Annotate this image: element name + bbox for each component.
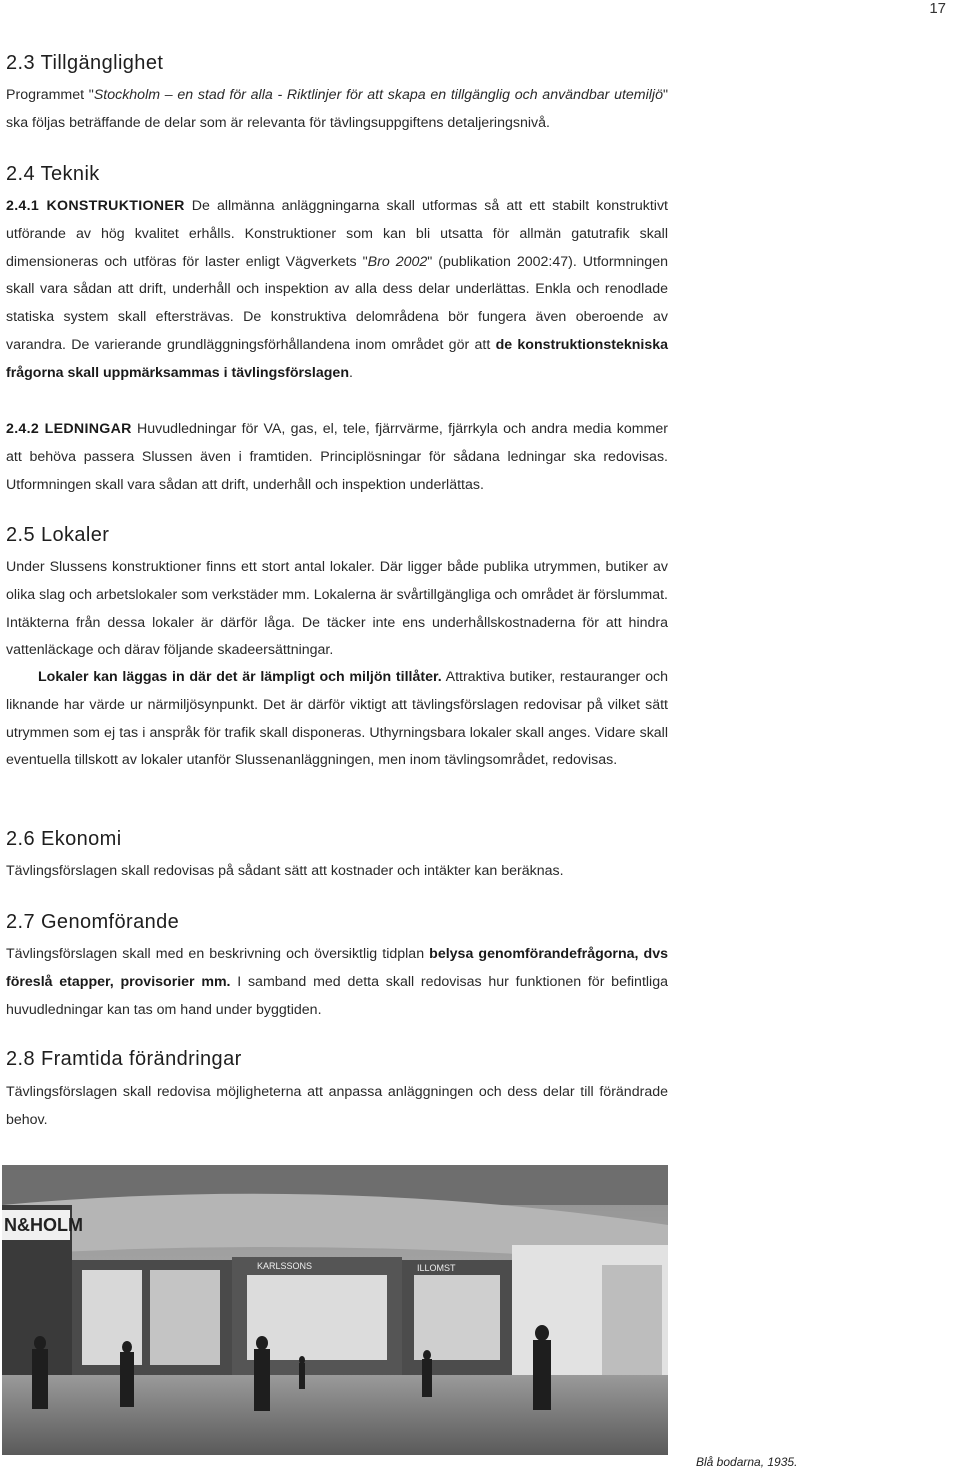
photo-illustration (2, 1165, 668, 1455)
paragraph-ledningar: 2.4.2 LEDNINGAR Huvudledningar för VA, gas, el, tele, fjärrvärme, fjärrkyla och andra media kommer att behöva passera Slussen även i framtiden. Principlösningar för sådana ledningar ska redovisas. Utformningen skall vara sådan att drift, underhåll och inspektion underlättas. (6, 421, 668, 493)
label-konstruktioner: 2.4.1 KONSTRUKTIONER (6, 198, 185, 214)
page-number: 17 (929, 0, 946, 17)
photo-caption: Blå bodarna, 1935. (696, 1455, 798, 1469)
bold-genomforande: belysa genomförandefrågorna, dvs föreslå etapper, provisorier mm. (6, 946, 668, 990)
historical-photo (2, 1165, 668, 1455)
bold-konstruktionstekniska: de konstruktionstekniska frågorna skall uppmärksammas i tävlingsförslagen (6, 336, 669, 381)
italic-bro-2002: Bro 2002 (367, 253, 428, 270)
paragraph-tillganglighet: Programmet "Stockholm – en stad för alla - Riktlinjer för att skapa en tillgänglig och användbar utemiljö" ska följas beträffande de delar som är relevanta för tävlingsuppgiftens detaljeringsnivå. (6, 87, 669, 131)
sign-mid-1: KARLSSONS (257, 1261, 313, 1271)
heading-2-3: 2.3 Tillgänglighet (6, 52, 164, 74)
sign-left: N&HOLM (4, 1215, 83, 1235)
sign-mid-2: ILLOMST (417, 1263, 456, 1273)
heading-2-6: 2.6 Ekonomi (6, 828, 122, 850)
paragraph-konstruktioner: 2.4.1 KONSTRUKTIONER De allmänna anläggningarna skall utformas så att ett stabilt konstruktivt utförande av hög kvalitet erhålls. Konstruktioner som kan bli utsatta för allmän gatutrafik skall dimensioneras och utföras för laster enligt Vägverkets "Bro 2002" (publikation 2002:47). Utformningen skall vara sådan att drift, underhåll och inspektion av alla dess delar underlättas. Enkla och renodlade statiska system skall eftersträvas. De konstruktiva delområdena bör fungera även oberoende av varandra. De varierande grundläggningsförhållandena inom området gör att de konstruktionstekniska frågorna skall uppmärksammas i tävlingsförslagen. (6, 198, 669, 381)
paragraph-lokaler-2: Lokaler kan läggas in där det är lämpligt och miljön tillåter. Attraktiva butiker, restauranger och liknande har värde ur närmiljösynpunkt. Det är därför viktigt att tävlingsförslagen redovisar på vilket sätt utrymmen som ej tas i anspråk för trafik skall disponeras. Uthyrningsbara lokaler skall anges. Vidare skall eventuella tillskott av lokaler utanför Slussenanläggningen, men inom tävlingsområdet, redovisas. (6, 669, 668, 769)
label-ledningar: 2.4.2 LEDNINGAR (6, 421, 132, 437)
italic-program-title: Stockholm – en stad för alla - Riktlinjer för att skapa en tillgänglig och användbar utemiljö (93, 87, 663, 103)
bold-lokaler: Lokaler kan läggas in där det är lämpligt och miljön tillåter. (38, 669, 442, 685)
paragraph-ekonomi: Tävlingsförslagen skall redovisas på sådant sätt att kostnader och intäkter kan beräknas. (6, 863, 564, 879)
paragraph-framtida: Tävlingsförslagen skall redovisa möjligheterna att anpassa anläggningen och dess delar till förändrade behov. (6, 1084, 668, 1128)
paragraph-lokaler-1: Under Slussens konstruktioner finns ett stort antal lokaler. Där ligger både publika utrymmen, butiker av olika slag och arbetslokaler som verkstäder mm. Lokalerna är svårtillgängliga och området är förslummat. Intäkterna från dessa lokaler är därför låga. De täcker inte ens underhållskostnaderna för att hindra vattenläckage och därav följande skadeersättningar. (6, 559, 668, 659)
heading-2-8: 2.8 Framtida förändringar (6, 1048, 242, 1070)
heading-2-4: 2.4 Teknik (6, 163, 100, 185)
paragraph-genomforande: Tävlingsförslagen skall med en beskrivning och översiktlig tidplan belysa genomförandefrågorna, dvs föreslå etapper, provisorier mm. I samband med detta skall redovisas hur funktionen för befintliga huvudledningar kan tas om hand under byggtiden. (6, 946, 668, 1018)
heading-2-5: 2.5 Lokaler (6, 524, 110, 546)
heading-2-7: 2.7 Genomförande (6, 911, 180, 933)
